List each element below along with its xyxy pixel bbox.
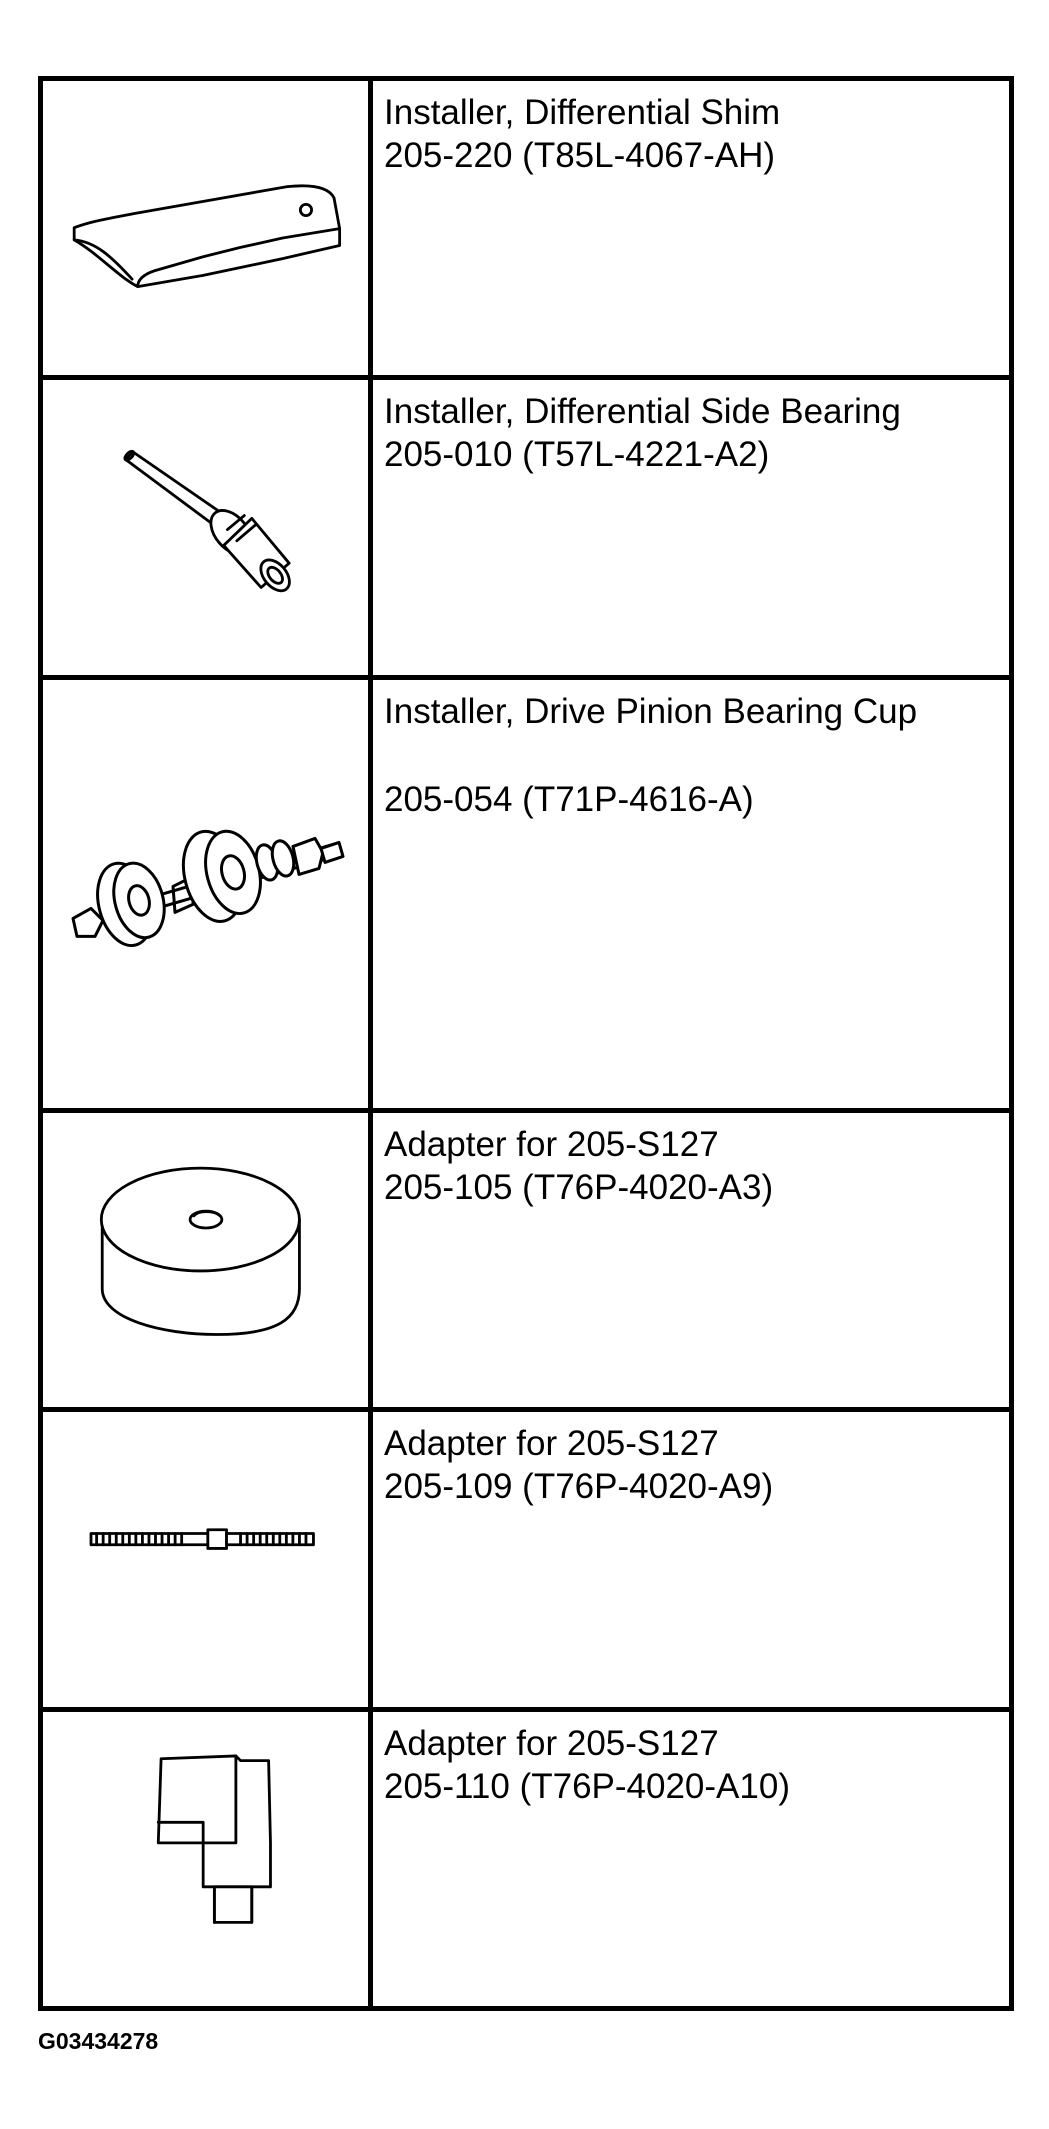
tool-row-differential-side-bearing-installer: [41, 378, 1012, 677]
tool-name: Adapter for 205-S127: [384, 1723, 719, 1763]
tool-illustration-cell: [41, 1410, 371, 1709]
differential-shim-installer-illustration: [43, 81, 368, 375]
tool-name: Adapter for 205-S127: [384, 1124, 719, 1164]
tool-part-number: 205-105 (T76P-4020-A3): [384, 1167, 774, 1207]
tool-illustration-cell: [41, 677, 371, 1110]
tool-part-number: 205-220 (T85L-4067-AH): [384, 136, 776, 175]
tool-illustration-cell: [41, 1110, 371, 1409]
tool-part-number: 205-010 (T57L-4221-A2): [384, 435, 770, 475]
tool-name: Installer, Differential Shim: [384, 93, 781, 132]
tool-description-cell: [371, 1709, 1012, 2008]
tool-illustration-cell: [41, 378, 371, 677]
tool-name: Installer, Drive Pinion Bearing Cup: [384, 691, 918, 731]
special-tools-table: [38, 76, 1014, 2011]
tool-description-cell: [371, 677, 1012, 1110]
tool-row-adapter-threaded-rod: [41, 1410, 1012, 1709]
blank-line: [384, 733, 1009, 778]
tool-row-differential-shim-installer: [41, 79, 1012, 378]
differential-side-bearing-installer-illustration: [43, 380, 368, 674]
tool-illustration-cell: [41, 79, 371, 378]
tool-row-adapter-disc: [41, 1110, 1012, 1409]
adapter-disc-illustration: [43, 1113, 368, 1407]
tool-row-drive-pinion-bearing-cup-installer: [41, 677, 1012, 1110]
tool-part-number: 205-110 (T76P-4020-A10): [384, 1766, 790, 1806]
adapter-threaded-rod-illustration: [43, 1412, 368, 1706]
tool-description-cell: [371, 378, 1012, 677]
drive-pinion-bearing-cup-installer-illustration: [43, 680, 368, 1108]
figure-id: G03434278: [38, 2028, 159, 2054]
tool-name: Installer, Differential Side Bearing: [384, 392, 901, 432]
tool-part-number: 205-109 (T76P-4020-A9): [384, 1467, 774, 1507]
tool-name: Adapter for 205-S127: [384, 1424, 719, 1464]
tool-illustration-cell: [41, 1709, 371, 2008]
tool-description-cell: [371, 1410, 1012, 1709]
tool-part-number: 205-054 (T71P-4616-A): [384, 779, 754, 819]
tool-description-cell: [371, 1110, 1012, 1409]
tool-row-adapter-block: [41, 1709, 1012, 2008]
adapter-block-illustration: [43, 1712, 368, 2006]
tool-description-cell: [371, 79, 1012, 378]
